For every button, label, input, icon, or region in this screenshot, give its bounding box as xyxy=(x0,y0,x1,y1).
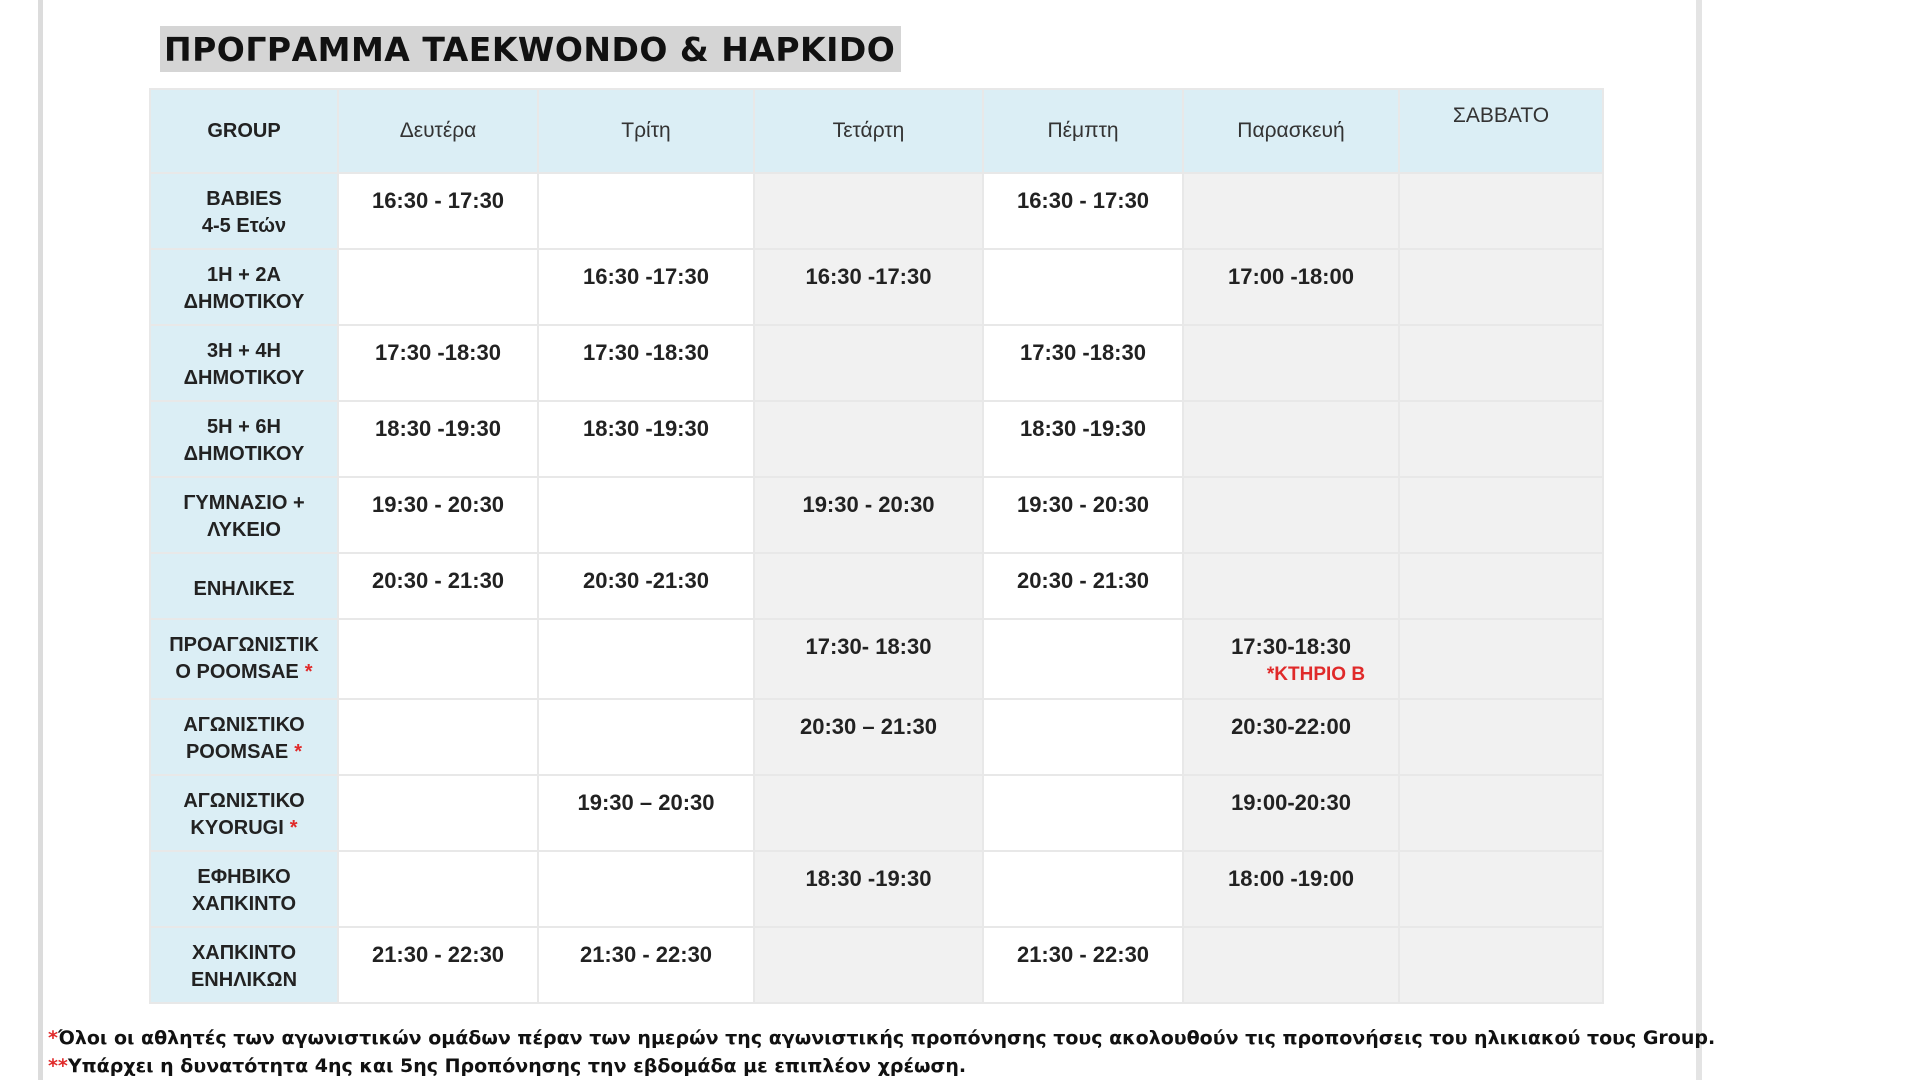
footnote-2 xyxy=(48,1055,966,1077)
time-value: 16:30 - 17:30 xyxy=(1016,188,1150,213)
time-cell xyxy=(538,401,754,477)
time-cell xyxy=(1399,699,1603,775)
time-cell xyxy=(983,851,1183,927)
group-label-line2: POOMSAE xyxy=(185,741,289,763)
footnote-2-text: Υπάρχει η δυνατότητα 4ης και 5ης Προπόνησης την εβδομάδα με επιπλέον χρέωση. xyxy=(67,1055,967,1077)
time-cell xyxy=(1183,699,1399,775)
time-cell xyxy=(338,851,538,927)
schedule-row xyxy=(150,477,1603,553)
time-value: 17:30- 18:30 xyxy=(805,634,932,659)
time-cell xyxy=(338,249,538,325)
header-wednesday: Τετάρτη xyxy=(754,89,983,173)
time-cell xyxy=(1183,249,1399,325)
group-label-line1: 1Η + 2Α xyxy=(207,264,281,286)
time-cell xyxy=(1183,927,1399,1003)
time-value: 19:30 - 20:30 xyxy=(371,492,505,517)
time-cell xyxy=(1399,775,1603,851)
schedule-row xyxy=(150,927,1603,1003)
schedule-row xyxy=(150,619,1603,699)
time-cell xyxy=(983,699,1183,775)
time-cell xyxy=(754,249,983,325)
time-cell xyxy=(538,619,754,699)
time-value: 18:00 -19:00 xyxy=(1228,866,1354,891)
time-value: 20:30 - 21:30 xyxy=(371,568,505,593)
group-cell xyxy=(150,325,338,401)
time-cell xyxy=(1183,619,1399,699)
time-cell xyxy=(1399,553,1603,619)
group-label-line2: ΕΝΗΛΙΚΩΝ xyxy=(190,969,298,991)
building-note: *ΚΤΗΡΙΟ Β xyxy=(1266,664,1366,685)
page-edge-right xyxy=(1696,0,1702,1080)
schedule-row xyxy=(150,775,1603,851)
time-cell xyxy=(983,401,1183,477)
group-label-line1: ΠΡΟΑΓΩΝΙΣΤΙΚ xyxy=(169,634,319,656)
time-cell xyxy=(538,249,754,325)
time-cell xyxy=(754,927,983,1003)
schedule-row xyxy=(150,851,1603,927)
group-cell xyxy=(150,851,338,927)
time-cell xyxy=(754,851,983,927)
time-cell xyxy=(538,325,754,401)
schedule-row xyxy=(150,401,1603,477)
time-value: 19:30 - 20:30 xyxy=(802,492,935,517)
group-cell xyxy=(150,553,338,619)
header-monday: Δευτέρα xyxy=(338,89,538,173)
group-cell xyxy=(150,173,338,249)
footnote-1 xyxy=(48,1027,1715,1049)
time-cell xyxy=(1183,477,1399,553)
header-row xyxy=(150,89,1603,173)
time-cell xyxy=(1183,173,1399,249)
time-cell xyxy=(338,173,538,249)
time-value: 16:30 -17:30 xyxy=(805,264,932,289)
time-value: 17:30 -18:30 xyxy=(583,340,709,365)
time-cell xyxy=(1399,325,1603,401)
group-label-line1: ΕΝΗΛΙΚΕΣ xyxy=(193,578,295,600)
header-friday: Παρασκευή xyxy=(1183,89,1399,173)
time-value: 19:30 – 20:30 xyxy=(577,790,715,815)
time-cell xyxy=(754,619,983,699)
group-cell xyxy=(150,775,338,851)
time-cell xyxy=(983,775,1183,851)
time-cell xyxy=(983,249,1183,325)
schedule-row xyxy=(150,699,1603,775)
time-value: 20:30 - 21:30 xyxy=(1016,568,1150,593)
time-cell xyxy=(983,927,1183,1003)
time-cell xyxy=(338,927,538,1003)
time-cell xyxy=(754,553,983,619)
group-cell xyxy=(150,477,338,553)
header-group: GROUP xyxy=(150,89,338,173)
footnote-1-text: Όλοι οι αθλητές των αγωνιστικών ομάδων πέραν των ημερών της αγωνιστικής προπόνησης τους ακολουθούν τις προπονήσεις του ηλικιακού τους Group. xyxy=(57,1027,1716,1049)
time-value: 20:30-22:00 xyxy=(1231,714,1351,739)
group-label-line1: ΕΦΗΒΙΚΟ xyxy=(197,866,291,888)
time-cell xyxy=(538,699,754,775)
time-cell xyxy=(1399,249,1603,325)
time-cell xyxy=(538,775,754,851)
time-value: 17:00 -18:00 xyxy=(1228,264,1354,289)
time-cell xyxy=(538,851,754,927)
group-star-mark: * xyxy=(304,661,313,683)
time-value: 19:00-20:30 xyxy=(1231,790,1351,815)
time-value: 19:30 - 20:30 xyxy=(1016,492,1150,517)
group-label-line2: ΔΗΜΟΤΙΚΟΥ xyxy=(183,443,305,465)
group-cell xyxy=(150,401,338,477)
time-cell xyxy=(338,401,538,477)
group-label-line2: Ο POOMSAE xyxy=(175,661,299,683)
group-label-line2: ΔΗΜΟΤΙΚΟΥ xyxy=(183,291,305,313)
time-cell xyxy=(983,553,1183,619)
group-label-line1: ΑΓΩΝΙΣΤΙΚΟ xyxy=(183,714,305,736)
group-label-line1: ΓΥΜΝΑΣΙΟ + xyxy=(183,492,305,514)
time-value: 16:30 -17:30 xyxy=(583,264,709,289)
time-value: 18:30 -19:30 xyxy=(375,416,501,441)
time-cell xyxy=(1399,401,1603,477)
group-cell xyxy=(150,699,338,775)
time-value: 21:30 - 22:30 xyxy=(371,942,505,967)
time-cell xyxy=(338,619,538,699)
group-cell xyxy=(150,927,338,1003)
time-cell xyxy=(1183,553,1399,619)
group-label-line2: ΔΗΜΟΤΙΚΟΥ xyxy=(183,367,305,389)
time-cell xyxy=(1399,173,1603,249)
time-cell xyxy=(983,173,1183,249)
time-cell xyxy=(1183,325,1399,401)
time-value: 17:30-18:30 xyxy=(1231,634,1351,659)
footnote-2-mark: ** xyxy=(48,1055,68,1077)
time-value: 20:30 -21:30 xyxy=(583,568,709,593)
time-cell xyxy=(983,619,1183,699)
time-cell xyxy=(538,927,754,1003)
time-value: 18:30 -19:30 xyxy=(805,866,932,891)
group-label-line1: BABIES xyxy=(206,188,282,210)
time-value: 16:30 - 17:30 xyxy=(371,188,505,213)
time-cell xyxy=(754,775,983,851)
header-saturday: ΣΑΒΒΑΤΟ xyxy=(1399,89,1603,173)
time-cell xyxy=(338,553,538,619)
group-label-line2: KYORUGI xyxy=(190,817,284,839)
time-cell xyxy=(338,775,538,851)
time-cell xyxy=(338,325,538,401)
time-cell xyxy=(1183,401,1399,477)
time-cell xyxy=(1399,477,1603,553)
group-label-line2: 4-5 Ετών xyxy=(201,215,287,237)
group-label-line1: 5Η + 6Η xyxy=(207,416,281,438)
time-value: 20:30 – 21:30 xyxy=(800,714,937,739)
schedule-row xyxy=(150,173,1603,249)
time-value: 21:30 - 22:30 xyxy=(579,942,713,967)
schedule-row xyxy=(150,553,1603,619)
time-value: 18:30 -19:30 xyxy=(583,416,709,441)
schedule-row xyxy=(150,249,1603,325)
header-thursday: Πέμπτη xyxy=(983,89,1183,173)
time-value: 17:30 -18:30 xyxy=(1020,340,1146,365)
footnote-1-mark: * xyxy=(48,1027,58,1049)
group-label-line1: ΧΑΠΚΙΝΤΟ xyxy=(191,942,297,964)
time-cell xyxy=(538,173,754,249)
time-value: 21:30 - 22:30 xyxy=(1016,942,1150,967)
group-star-mark: * xyxy=(294,741,303,763)
time-cell xyxy=(538,477,754,553)
time-cell xyxy=(983,325,1183,401)
time-cell xyxy=(983,477,1183,553)
group-cell xyxy=(150,619,338,699)
time-value: 17:30 -18:30 xyxy=(375,340,501,365)
time-cell xyxy=(754,401,983,477)
time-cell xyxy=(338,699,538,775)
group-label-line2: ΛΥΚΕΙΟ xyxy=(207,519,281,541)
time-cell xyxy=(538,553,754,619)
header-tuesday: Τρίτη xyxy=(538,89,754,173)
group-label-line2: ΧΑΠΚΙΝΤΟ xyxy=(191,893,297,915)
time-cell xyxy=(754,325,983,401)
schedule-body xyxy=(150,173,1603,1003)
time-cell xyxy=(754,477,983,553)
time-cell xyxy=(338,477,538,553)
time-cell xyxy=(754,699,983,775)
time-cell xyxy=(1399,851,1603,927)
schedule-row xyxy=(150,325,1603,401)
group-label-line1: 3Η + 4Η xyxy=(207,340,281,362)
time-cell xyxy=(1399,927,1603,1003)
page-edge-left xyxy=(38,0,43,1080)
group-cell xyxy=(150,249,338,325)
schedule-title: ΠΡΟΓΡΑΜΜΑ TAEKWONDO & HAPKIDO xyxy=(160,26,901,72)
time-cell xyxy=(754,173,983,249)
group-label-line1: ΑΓΩΝΙΣΤΙΚΟ xyxy=(183,790,305,812)
time-cell xyxy=(1399,619,1603,699)
time-cell xyxy=(1183,851,1399,927)
time-cell xyxy=(1183,775,1399,851)
time-value: 18:30 -19:30 xyxy=(1020,416,1146,441)
schedule-table xyxy=(149,88,1604,1004)
group-star-mark: * xyxy=(289,817,298,839)
